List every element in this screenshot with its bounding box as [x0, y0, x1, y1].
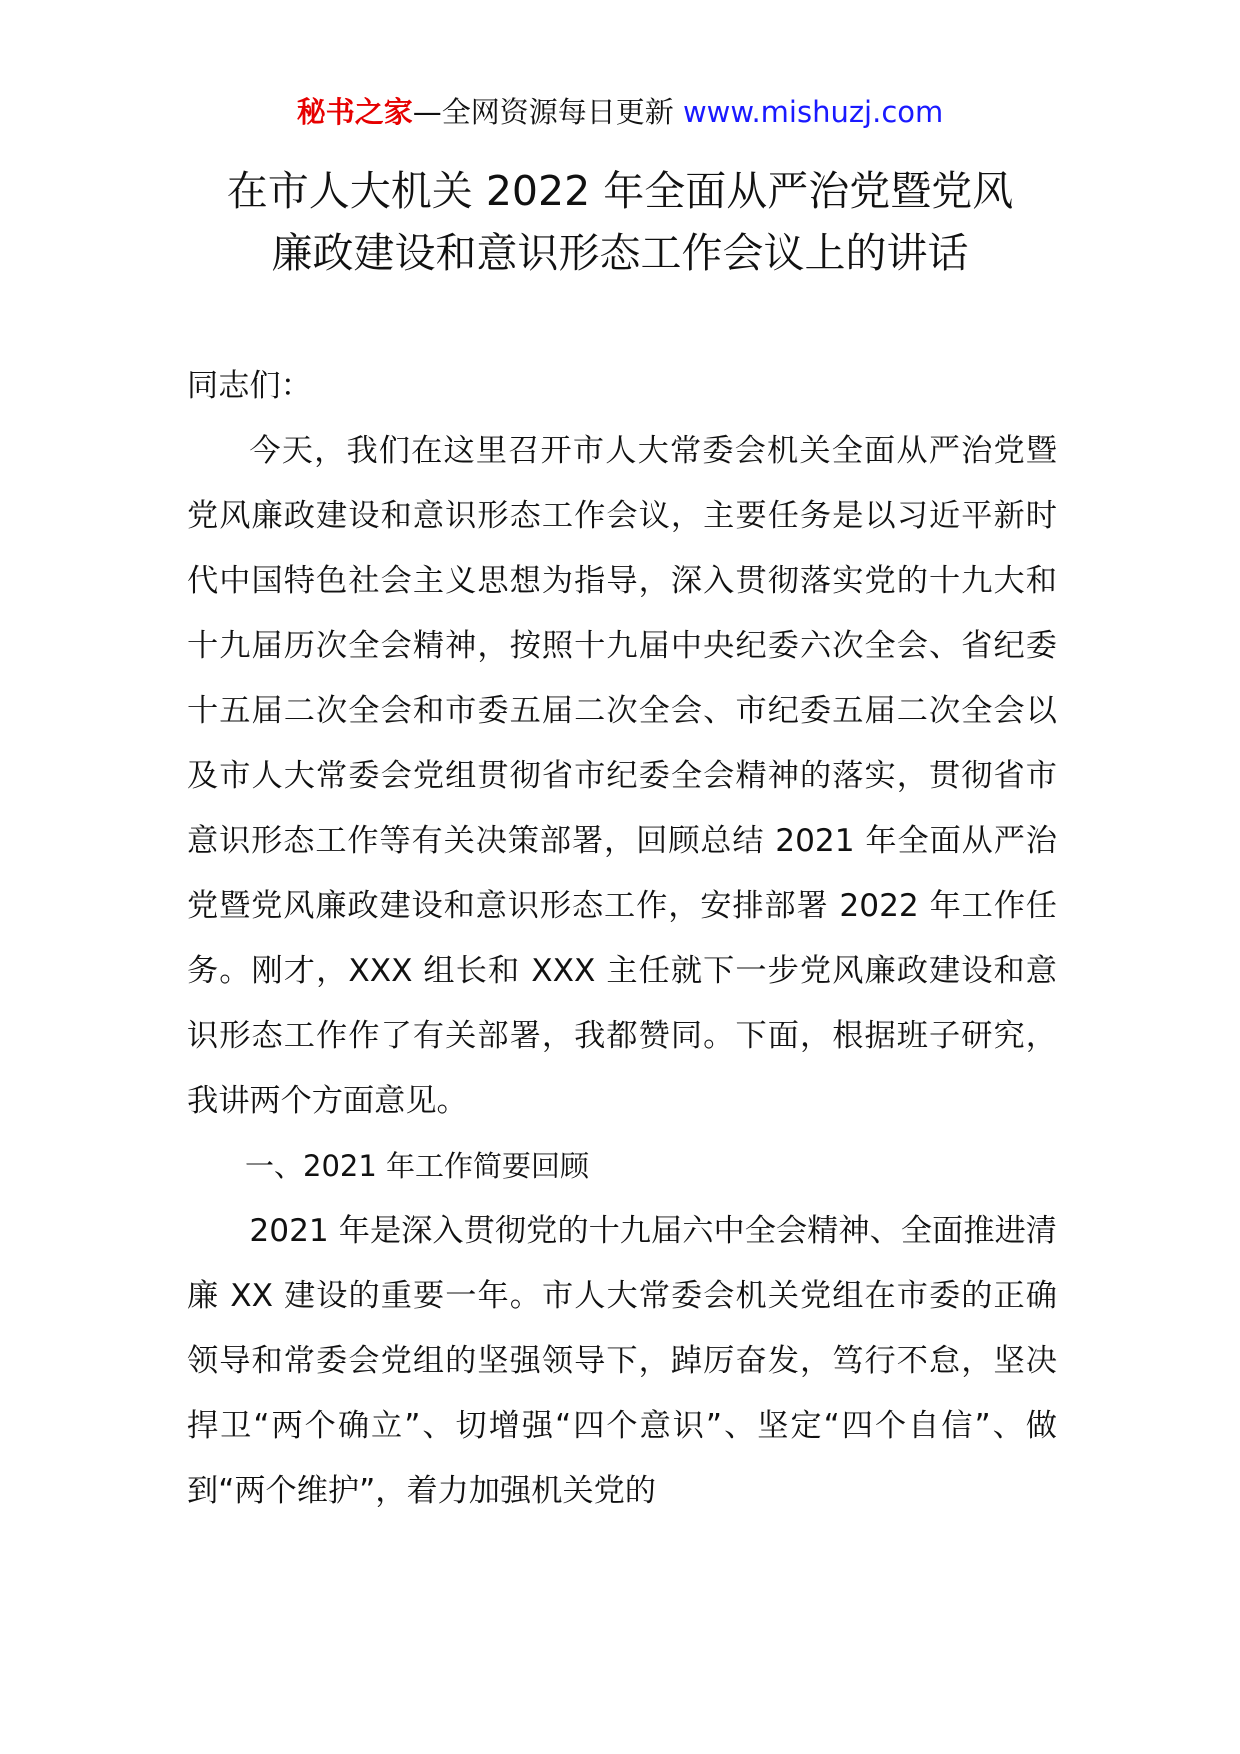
salutation: 同志们：: [187, 368, 312, 404]
document-body: [187, 354, 1057, 1524]
title-line-2: 廉政建设和意识形态工作会议上的讲话: [271, 229, 969, 277]
title-line-1: 在市人大机关 2022 年全面从严治党暨党风: [226, 167, 1014, 215]
brand-name: 秘书之家: [296, 95, 413, 129]
section-heading: 一、2021 年工作简要回顾: [245, 1149, 590, 1183]
site-url-link[interactable]: www.mishuzj.com: [682, 95, 944, 129]
site-banner: [0, 92, 1240, 132]
paragraph-review: 2021 年是深入贯彻党的十九届六中全会精神、全面推进清廉 XX 建设的重要一年。市人大常委会机关党组在市委的正确领导和常委会党组的坚强领导下，踔厉奋发，笃行不怠，坚决捍卫“两个确立”、切增强“四个意识”、坚定“四个自信”、做到“两个维护”，着力加强机关党的: [187, 1213, 1057, 1509]
document-title: [0, 160, 1240, 284]
paragraph-opening: 今天，我们在这里召开市人大常委会机关全面从严治党暨党风廉政建设和意识形态工作会议，主要任务是以习近平新时代中国特色社会主义思想为指导，深入贯彻落实党的十九大和十九届历次全会精神，按照十九届中央纪委六次全会、省纪委十五届二次全会和市委五届二次全会、市纪委五届二次全会以及市人大常委会党组贯彻省市纪委全会精神的落实，贯彻省市意识形态工作等有关决策部署，回顾总结 2021 年全面从严治党暨党风廉政建设和意识形态工作，安排部署 2022 年工作任务。刚才，XXX 组长和 XXX 主任就下一步党风廉政建设和意识形态工作作了有关部署，我都赞同。下面，根据班子研究，我讲两个方面意见。: [187, 433, 1057, 1119]
banner-slogan: —全网资源每日更新: [412, 95, 683, 129]
